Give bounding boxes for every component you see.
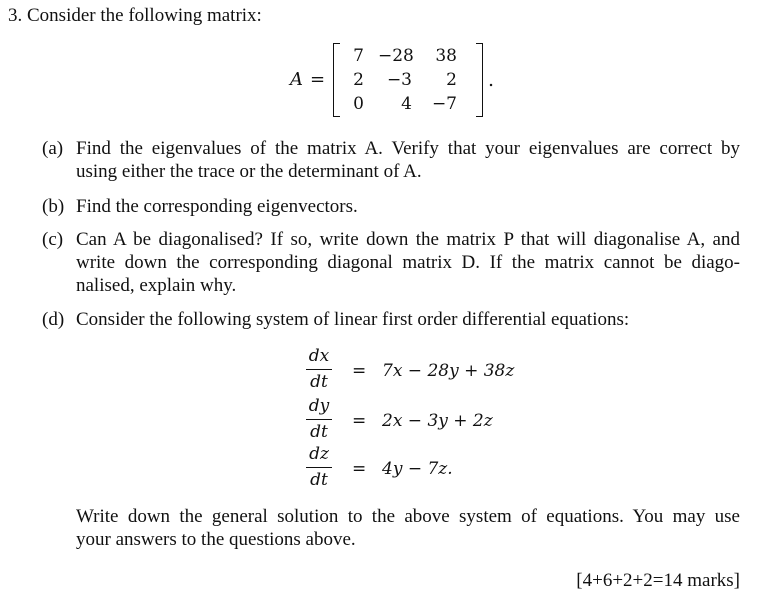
matrix-cell: 2: [353, 70, 364, 90]
part-d-line-1: Consider the following system of linear first order differential equations:: [76, 309, 630, 330]
derivative-numerator: dy: [308, 396, 330, 416]
matrix-cell: 2: [446, 70, 457, 90]
ode-rhs-z: 4y − 7z.: [382, 459, 453, 479]
ode-derivative-y: [306, 396, 332, 442]
question-title: 3. Consider the following matrix:: [8, 5, 262, 26]
part-d-label: (d): [42, 309, 65, 330]
part-c-line-1: Can A be diagonalised? If so, write down the matrix P that will diagonalise A, and: [76, 229, 740, 250]
ode-derivative-x: [306, 346, 332, 392]
derivative-numerator: dx: [308, 346, 330, 366]
fraction-bar: [306, 369, 332, 370]
matrix-cell: 38: [435, 46, 457, 66]
matrix-cell: −7: [431, 94, 457, 114]
ode-equals: =: [352, 361, 367, 381]
part-b-line-1: Find the corresponding eigenvectors.: [76, 196, 358, 217]
part-c-label: (c): [42, 229, 64, 250]
ode-equals: =: [352, 411, 367, 431]
ode-equals: =: [352, 459, 367, 479]
fraction-bar: [306, 419, 332, 420]
marks-allocation: [4+6+2+2=14 marks]: [576, 570, 740, 591]
derivative-denominator: dt: [310, 422, 328, 442]
ode-rhs-x: 7x − 28y + 38z: [382, 361, 515, 381]
matrix-right-bracket: [476, 43, 483, 117]
matrix-equals: =: [310, 69, 326, 90]
part-c-line-3: nalised, explain why.: [76, 275, 237, 296]
matrix-cell: 0: [353, 94, 364, 114]
ode-rhs-y: 2x − 3y + 2z: [382, 411, 493, 431]
derivative-denominator: dt: [310, 372, 328, 392]
derivative-denominator: dt: [310, 470, 328, 490]
part-b-label: (b): [42, 196, 65, 217]
closing-line-2: your answers to the questions above.: [76, 529, 356, 550]
part-c-line-2: write down the corresponding diagonal matrix D. If the matrix cannot be diago-: [76, 252, 740, 273]
matrix-end-period: .: [488, 69, 495, 91]
matrix-name: A: [290, 69, 303, 90]
matrix-cell: −28: [378, 46, 414, 66]
part-a-label: (a): [42, 138, 64, 159]
matrix-cell: −3: [386, 70, 412, 90]
ode-derivative-z: [306, 444, 332, 490]
matrix-cell: 7: [353, 46, 364, 66]
fraction-bar: [306, 467, 332, 468]
part-a-line-1: Find the eigenvalues of the matrix A. Verify that your eigenvalues are correct by: [76, 138, 740, 159]
matrix-cell: 4: [401, 94, 412, 114]
derivative-numerator: dz: [309, 444, 329, 464]
closing-line-1: Write down the general solution to the above system of equations. You may use: [76, 506, 740, 527]
part-a-line-2: using either the trace or the determinant of A.: [76, 161, 422, 182]
